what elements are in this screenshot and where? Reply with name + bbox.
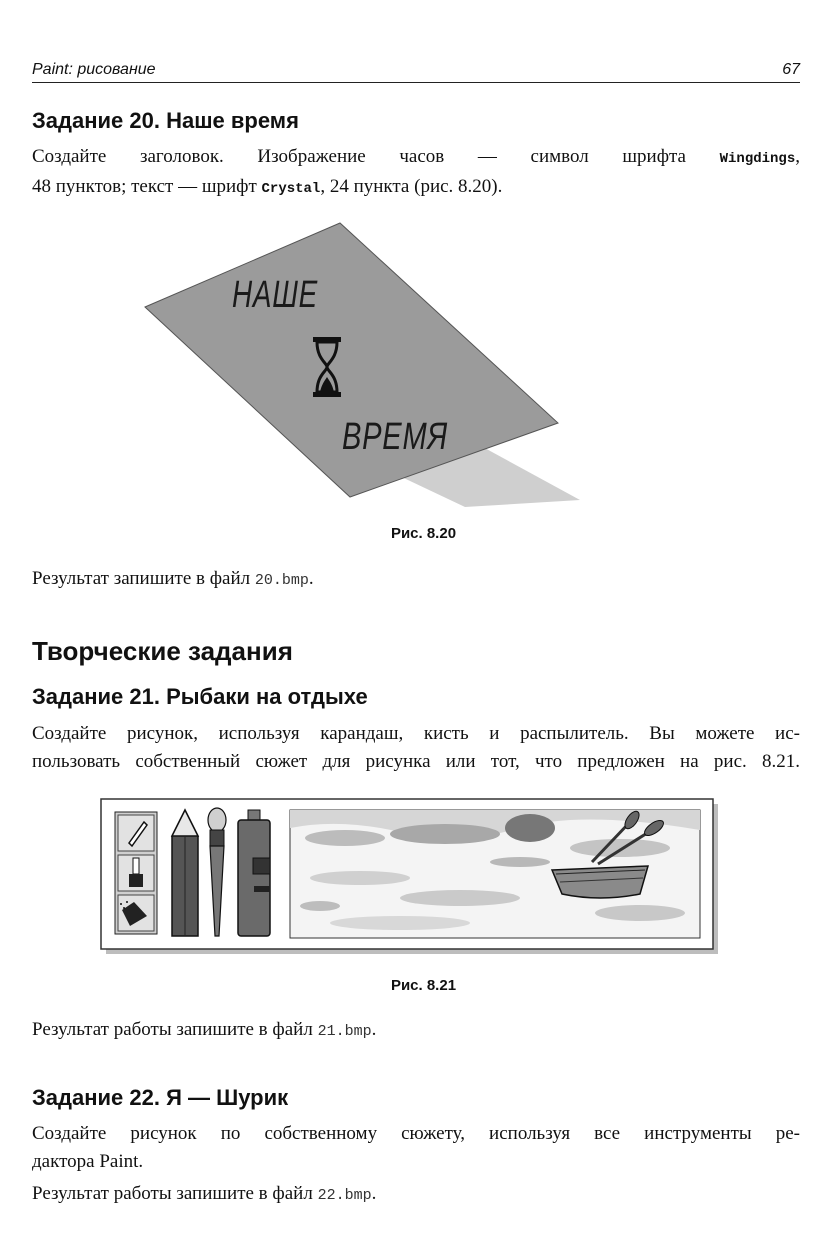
task22-heading: Задание 22. Я — Шурик (32, 1085, 289, 1110)
toolbox (115, 812, 157, 934)
task21-heading: Задание 21. Рыбаки на отдыхе (32, 684, 368, 709)
task20-heading: Задание 20. Наше время (32, 108, 299, 133)
task22-description (32, 1120, 800, 1176)
task20-line1: Создайте заголовок. Изображение часов — символ шрифта Wingdings, (32, 146, 800, 167)
section-title: Paint: рисование (32, 61, 156, 78)
task22-result: Результат работы запишите в файл 22.bmp. (32, 1183, 377, 1204)
big-airbrush-can (238, 810, 270, 936)
figure-8-21 (100, 798, 720, 958)
task20-line2: 48 пунктов; текст — шрифт Crystal, 24 пункта (рис. 8.20). (32, 176, 503, 197)
painting-canvas (290, 809, 700, 938)
word-nashe: НАШЕ (232, 274, 318, 316)
page-number: 67 (782, 61, 800, 78)
task20-description (32, 143, 800, 203)
font-name-crystal: Crystal (261, 181, 321, 197)
task21-description (32, 720, 800, 776)
caption-8-20: Рис. 8.20 (390, 525, 457, 542)
figure-8-20 (140, 215, 590, 515)
task20-result: Результат запишите в файл 20.bmp. (32, 568, 314, 589)
task21-line1: Создайте рисунок, используя карандаш, кисть и распылитель. Вы можете ис- (32, 723, 800, 744)
filename-20: 20.bmp (254, 572, 309, 589)
task21-result: Результат работы запишите в файл 21.bmp. (32, 1019, 377, 1040)
task22-line2: дактора Paint. (32, 1151, 144, 1172)
filename-22: 22.bmp (317, 1187, 372, 1204)
task21-line2: пользовать собственный сюжет для рисунка или тот, что предложен на рис. 8.21. (32, 751, 800, 772)
word-vremya: ВРЕМЯ (342, 416, 448, 458)
font-name-wingdings: Wingdings (719, 151, 796, 167)
running-header (32, 58, 800, 83)
filename-21: 21.bmp (317, 1023, 372, 1040)
section-heading-creative: Творческие задания (32, 636, 293, 666)
task22-line1: Создайте рисунок по собственному сюжету, используя все инструменты ре- (32, 1123, 800, 1144)
big-pencil (172, 810, 198, 936)
caption-8-21: Рис. 8.21 (390, 977, 457, 994)
